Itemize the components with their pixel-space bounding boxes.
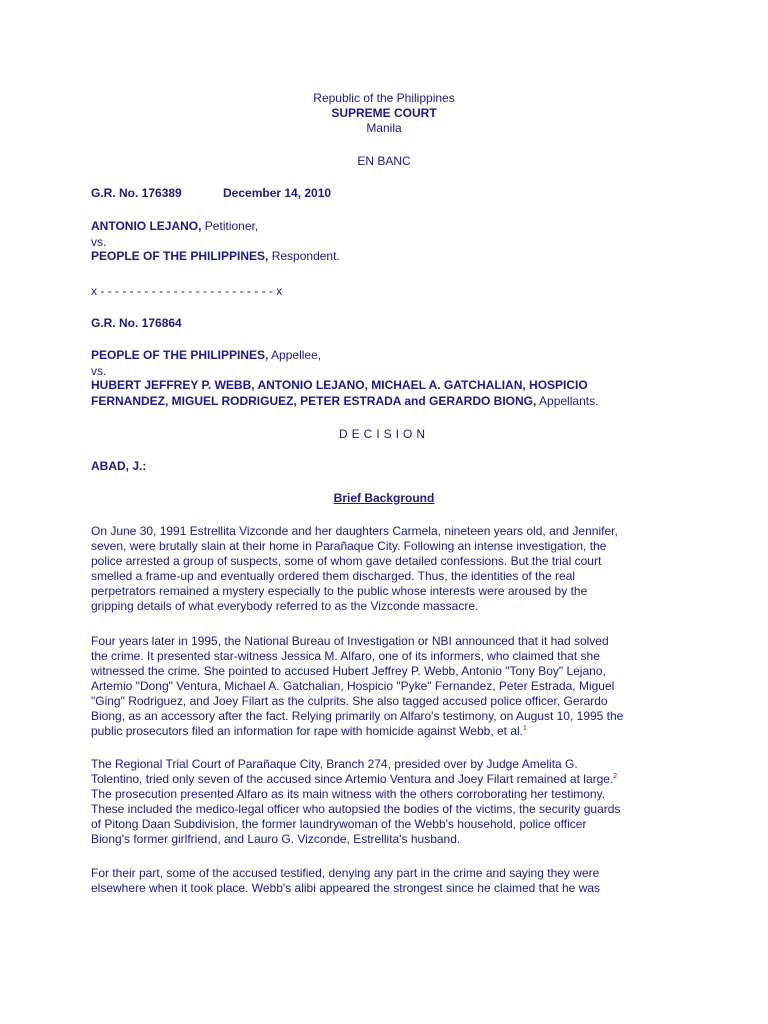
appellants-role: Appellants. <box>536 394 599 408</box>
paragraph-line: Biong's former girlfriend, and Lauro G. Vizconde, Estrellita's husband. <box>91 832 461 846</box>
case2-appellants <box>91 394 598 408</box>
paragraph-line: Four years later in 1995, the National Bureau of Investigation or NBI announced that it had solved <box>91 634 609 648</box>
paragraph-line: The Regional Trial Court of Parañaque City, Branch 274, presided over by Judge Amelita G. <box>91 757 578 771</box>
paragraph-line: Biong, as an accessory after the fact. Relying primarily on Alfaro's testimony, on August 10, 1995 the <box>91 709 624 723</box>
court-name: SUPREME COURT <box>331 106 437 120</box>
paragraph-line: witnessed the crime. She pointed to accused Hubert Jeffrey P. Webb, Antonio "Tony Boy" Lejano, <box>91 664 606 678</box>
paragraph-line: elsewhere when it took place. Webb's alibi appeared the strongest since he claimed that he was <box>91 881 601 895</box>
case1-petitioner <box>91 219 258 233</box>
appellants-line-2: FERNANDEZ, MIGUEL RODRIGUEZ, PETER ESTRADA and GERARDO BIONG, <box>91 394 537 408</box>
paragraph-1 <box>91 524 681 614</box>
case1-vs: vs. <box>91 235 107 249</box>
paragraph-line: Artemio "Dong" Ventura, Michael A. Gatchalian, Hospicio "Pyke" Fernandez, Peter Estrada, Miguel <box>91 679 615 693</box>
paragraph-line: gripping details of what everybody referred to as the Vizconde massacre. <box>91 599 479 613</box>
section-heading: Brief Background <box>333 491 435 505</box>
republic-line: Republic of the Philippines <box>313 91 455 105</box>
paragraph-line: On June 30, 1991 Estrellita Vizconde and her daughters Carmela, nineteen years old, and Jennifer, <box>91 524 618 538</box>
paragraph-line: The prosecution presented Alfaro as its main witness with the others corroborating her testimony. <box>91 787 606 801</box>
case2-appellee <box>91 348 321 362</box>
respondent-name: PEOPLE OF THE PHILIPPINES, <box>91 249 269 263</box>
paragraph-line: perpetrators remained a mystery especially to the public whose interests were aroused by the <box>91 584 588 598</box>
ponente: ABAD, J.: <box>91 459 147 473</box>
paragraph-line: public prosecutors filed an information for rape with homicide against Webb, et al. <box>91 724 524 738</box>
paragraph-3 <box>91 757 681 847</box>
case2-gr-number: G.R. No. 176864 <box>91 316 182 330</box>
petitioner-role: Petitioner, <box>201 219 259 233</box>
paragraph-line: smelled a frame-up and eventually ordered them discharged. Thus, the identities of the real <box>91 569 576 583</box>
case-separator: x - - - - - - - - - - - - - - - - - - - - - - - - x <box>91 284 283 298</box>
paragraph-line: police arrested a group of suspects, some of whom gave detailed confessions. But the trial court <box>91 554 602 568</box>
paragraph-2 <box>91 634 681 739</box>
case1-date: December 14, 2010 <box>223 186 332 200</box>
case2-vs: vs. <box>91 364 107 378</box>
city-line: Manila <box>366 121 402 135</box>
footnote-ref-1[interactable]: 1 <box>523 725 527 732</box>
paragraph-line: For their part, some of the accused testified, denying any part in the crime and saying they were <box>91 866 600 880</box>
paragraph-line: seven, were brutally slain at their home in Parañaque City. Following an intense investigation, the <box>91 539 607 553</box>
paragraph-4 <box>91 866 681 896</box>
case1-gr-number: G.R. No. 176389 <box>91 186 182 200</box>
division-line: EN BANC <box>357 154 411 168</box>
paragraph-line: These included the medico-legal officer who autopsied the bodies of the victims, the security guards <box>91 802 621 816</box>
paragraph-line: Tolentino, tried only seven of the accused since Artemio Ventura and Joey Filart remained at large. <box>91 772 614 786</box>
petitioner-name: ANTONIO LEJANO, <box>91 219 202 233</box>
case1-respondent <box>91 249 340 263</box>
paragraph-line: of Pitong Daan Subdivision, the former laundrywoman of the Webb's household, police officer <box>91 817 587 831</box>
decision-title: DECISION <box>338 427 429 441</box>
paragraph-line: "Ging" Rodriguez, and Joey Filart as the culprits. She also tagged accused police officer, Gerardo <box>91 694 608 708</box>
footnote-ref-2[interactable]: 2 <box>613 773 618 780</box>
case1-header <box>91 186 332 200</box>
appellee-name: PEOPLE OF THE PHILIPPINES, <box>91 348 269 362</box>
appellee-role: Appellee, <box>268 348 322 362</box>
paragraph-line: the crime. It presented star-witness Jessica M. Alfaro, one of its informers, who claimed that she <box>91 649 600 663</box>
appellants-line-1: HUBERT JEFFREY P. WEBB, ANTONIO LEJANO, MICHAEL A. GATCHALIAN, HOSPICIO <box>91 378 588 392</box>
respondent-role: Respondent. <box>268 249 340 263</box>
